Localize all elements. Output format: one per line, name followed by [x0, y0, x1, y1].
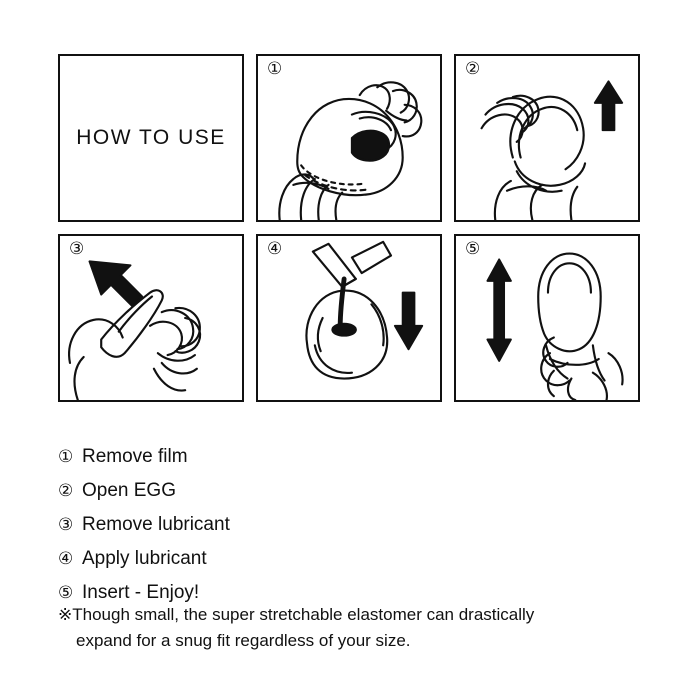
caption-text: Insert - Enjoy!	[82, 582, 200, 603]
panel-grid	[58, 54, 642, 402]
panel-step-5	[454, 234, 640, 402]
caption-text: Remove lubricant	[82, 514, 230, 535]
caption-text: Apply lubricant	[82, 548, 207, 569]
list-item	[58, 508, 658, 542]
caption-text: Remove film	[82, 446, 188, 467]
panel-row-1	[58, 54, 642, 222]
caption-marker: ④	[58, 549, 74, 568]
list-item	[58, 440, 658, 474]
illustration-insert-enjoy	[456, 236, 638, 400]
step-number-5: ⑤	[465, 239, 481, 258]
illustration-remove-film	[258, 56, 440, 220]
illustration-remove-lubricant	[60, 236, 242, 400]
panel-step-2	[454, 54, 640, 222]
caption-marker: ⑤	[58, 583, 74, 602]
caption-marker: ②	[58, 481, 74, 500]
panel-step-1	[256, 54, 442, 222]
panel-how-to-use	[58, 54, 244, 222]
caption-marker: ①	[58, 447, 74, 466]
caption-text: Open EGG	[82, 480, 176, 501]
caption-list	[58, 440, 658, 610]
step-number-2: ②	[465, 59, 481, 78]
caption-marker: ③	[58, 515, 74, 534]
list-item	[58, 542, 658, 576]
footnote	[58, 602, 658, 654]
illustration-open-egg	[456, 56, 638, 220]
step-number-1: ①	[267, 59, 283, 78]
footnote-line-2: expand for a snug fit regardless of your size.	[76, 631, 411, 650]
step-number-4: ④	[267, 239, 283, 258]
illustration-apply-lubricant	[258, 236, 440, 400]
panel-step-3	[58, 234, 244, 402]
footnote-line-1: ※Though small, the super stretchable elastomer can drastically	[58, 605, 535, 624]
panel-title-text: HOW TO USE	[76, 126, 226, 149]
step-number-3: ③	[69, 239, 85, 258]
panel-row-2	[58, 234, 642, 402]
panel-step-4	[256, 234, 442, 402]
list-item	[58, 474, 658, 508]
